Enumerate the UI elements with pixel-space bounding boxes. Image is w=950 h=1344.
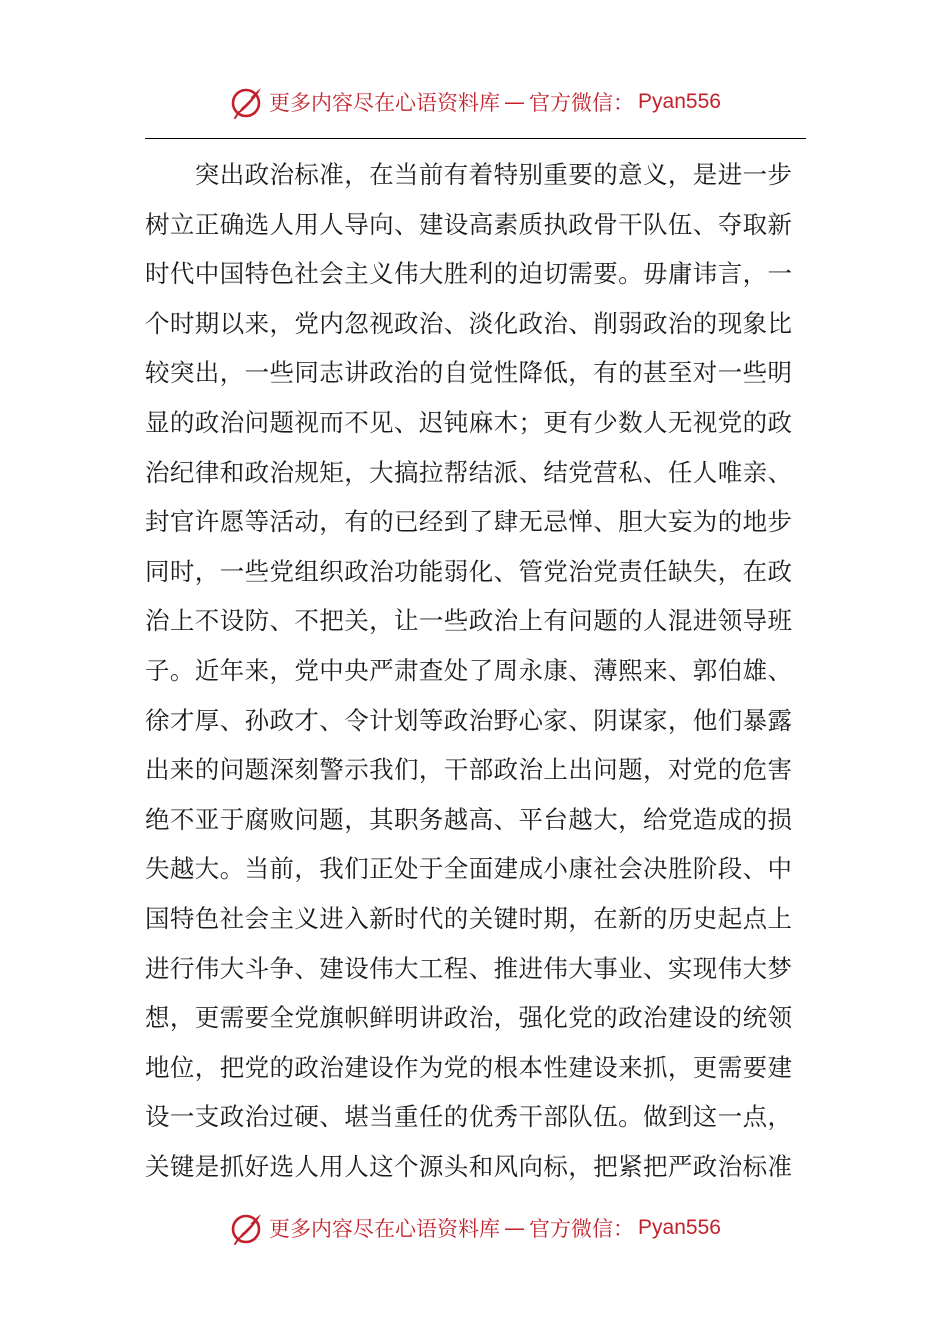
text-line: 想，更需要全党旗帜鲜明讲政治，强化党的政治建设的统领 xyxy=(145,1003,793,1033)
header-site-text: 更多内容尽在心语资料库 xyxy=(269,91,501,115)
text-line: 绝不亚于腐败问题，其职务越高、平台越大，给党造成的损 xyxy=(145,804,793,834)
header-official-label: 官方微信： xyxy=(529,91,635,115)
footer-separator: — xyxy=(504,1216,526,1240)
footer-banner xyxy=(0,1208,950,1248)
footer-official-label: 官方微信： xyxy=(529,1217,635,1241)
text-line: 治纪律和政治规矩，大搞拉帮结派、结党营私、任人唯亲、 xyxy=(145,457,793,487)
header-wechat-id: Pyan556 xyxy=(638,90,721,113)
text-line: 关键是抓好选人用人这个源头和风向标，把紧把严政治标准 xyxy=(145,1151,793,1181)
quill-logo-icon xyxy=(229,84,265,120)
text-line: 同时，一些党组织政治功能弱化、管党治党责任缺失，在政 xyxy=(145,556,793,586)
text-line: 进行伟大斗争、建设伟大工程、推进伟大事业、实现伟大梦 xyxy=(145,953,793,983)
text-line: 徐才厚、孙政才、令计划等政治野心家、阴谋家，他们暴露 xyxy=(145,705,793,735)
text-line: 较突出，一些同志讲政治的自觉性降低，有的甚至对一些明 xyxy=(145,358,793,388)
text-line: 突出政治标准，在当前有着特别重要的意义，是进一步 xyxy=(145,160,793,189)
footer-site-text: 更多内容尽在心语资料库 xyxy=(269,1217,501,1241)
text-line: 显的政治问题视而不见、迟钝麻木；更有少数人无视党的政 xyxy=(145,407,793,437)
text-line: 时代中国特色社会主义伟大胜利的迫切需要。毋庸讳言，一 xyxy=(145,259,793,289)
text-line: 国特色社会主义进入新时代的关键时期，在新的历史起点上 xyxy=(145,903,793,933)
text-line: 封官许愿等活动，有的已经到了肆无忌惮、胆大妄为的地步 xyxy=(145,507,793,537)
text-line: 失越大。当前，我们正处于全面建成小康社会决胜阶段、中 xyxy=(145,854,793,884)
text-line: 地位，把党的政治建设作为党的根本性建设来抓，更需要建 xyxy=(145,1052,793,1082)
footer-wechat-id: Pyan556 xyxy=(638,1216,721,1239)
text-line: 树立正确选人用人导向、建设高素质执政骨干队伍、夺取新 xyxy=(145,209,793,239)
header-banner xyxy=(0,82,950,122)
text-line: 治上不设防、不把关，让一些政治上有问题的人混进领导班 xyxy=(145,606,793,636)
footer-banner-content xyxy=(229,1210,721,1246)
text-line: 设一支政治过硬、堪当重任的优秀干部队伍。做到这一点， xyxy=(145,1102,793,1132)
header-banner-content xyxy=(229,84,721,120)
text-line: 出来的问题深刻警示我们，干部政治上出问题，对党的危害 xyxy=(145,755,793,785)
text-line: 个时期以来，党内忽视政治、淡化政治、削弱政治的现象比 xyxy=(145,308,793,338)
quill-logo-icon xyxy=(229,1210,265,1246)
header-separator: — xyxy=(504,90,526,114)
header-divider xyxy=(145,138,806,139)
text-line: 子。近年来，党中央严肃查处了周永康、薄熙来、郭伯雄、 xyxy=(145,655,793,685)
document-body xyxy=(145,150,807,1191)
